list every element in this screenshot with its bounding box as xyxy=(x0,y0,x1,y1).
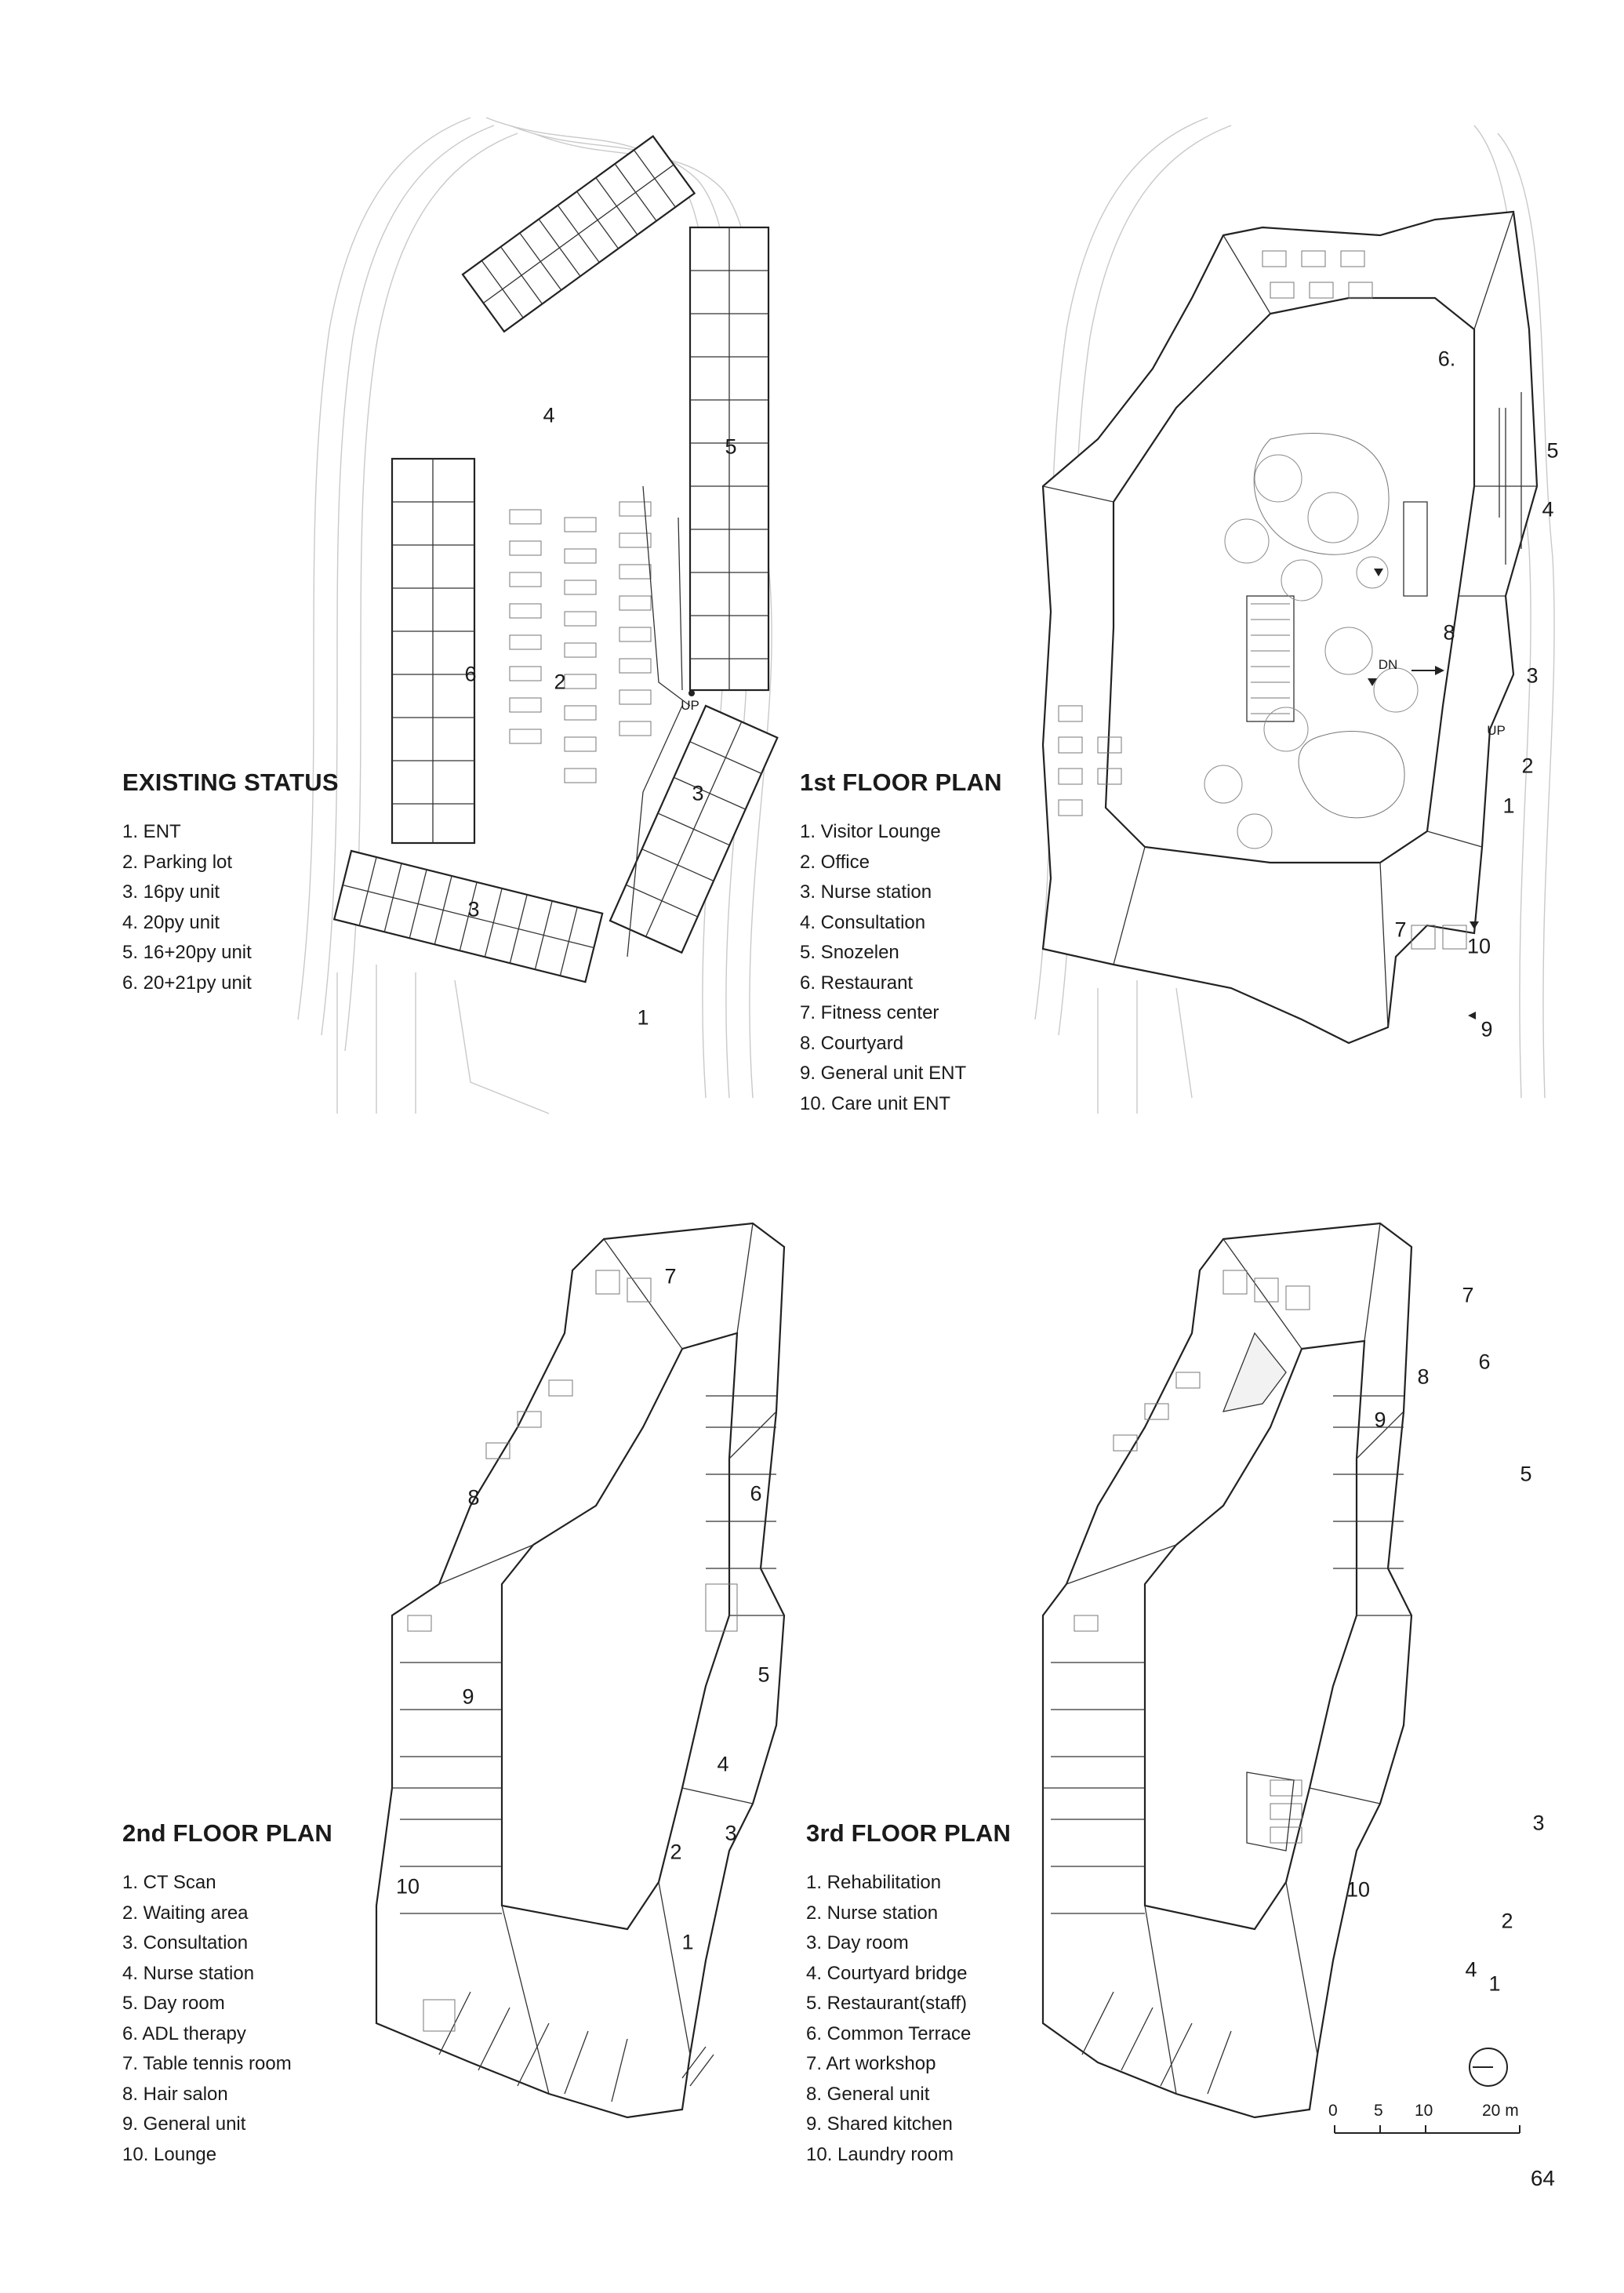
legend-item: 1. ENT xyxy=(122,821,181,842)
callout-6: 6 xyxy=(464,662,477,686)
callout-7: 7 xyxy=(1462,1283,1474,1307)
callout-5: 5 xyxy=(1546,438,1559,463)
parking-lot-stalls xyxy=(510,486,690,783)
legend-item: 2. Waiting area xyxy=(122,1902,249,1924)
legend-item: 5. Snozelen xyxy=(800,942,899,963)
scale-tick-0: 0 xyxy=(1328,2102,1338,2120)
legend-item: 4. 20py unit xyxy=(122,911,220,933)
floor3-title: 3rd FLOOR PLAN xyxy=(806,1819,1012,1847)
scale-bar xyxy=(1325,2102,1529,2141)
existing-wing-6 xyxy=(392,459,477,843)
callout-10: 10 xyxy=(1466,934,1491,958)
legend-item: 6. Restaurant xyxy=(800,972,914,994)
callout-6: 6 xyxy=(750,1481,762,1506)
callout-9: 9 xyxy=(1374,1408,1386,1432)
legend-item: 1. CT Scan xyxy=(122,1872,216,1893)
legend-item: 2. Parking lot xyxy=(122,851,233,873)
existing-wing-4 xyxy=(463,136,695,332)
floor2-panel xyxy=(0,1176,812,2196)
callout-5: 5 xyxy=(725,434,737,459)
floor1-legend xyxy=(800,769,1002,1119)
legend-item: 7. Art workshop xyxy=(806,2053,936,2074)
up-mark: UP xyxy=(681,698,699,713)
legend-item: 4. Consultation xyxy=(800,911,926,933)
floor3-panel xyxy=(784,1176,1624,2196)
scale-tick-20m: 20 m xyxy=(1482,2102,1519,2120)
callout-10: 10 xyxy=(395,1874,420,1899)
existing-status-panel xyxy=(0,0,812,1129)
legend-item: 3. 16py unit xyxy=(122,881,220,903)
callout-9: 9 xyxy=(1480,1017,1493,1041)
callout-2: 2 xyxy=(1501,1909,1513,1933)
callout-3-east: 3 xyxy=(692,781,704,805)
callout-4: 4 xyxy=(1542,497,1554,521)
legend-item: 10. Care unit ENT xyxy=(800,1092,951,1114)
callout-4: 4 xyxy=(717,1752,729,1776)
page-number: 64 xyxy=(1530,2166,1555,2190)
legend-item: 3. Consultation xyxy=(122,1932,249,1953)
existing-legend xyxy=(122,769,339,998)
floor2-legend-list xyxy=(122,1868,332,2170)
callout-1: 1 xyxy=(1502,794,1515,818)
callout-4: 4 xyxy=(1465,1957,1477,1982)
legend-item: 2. Nurse station xyxy=(806,1902,939,1924)
floor2-title: 2nd FLOOR PLAN xyxy=(122,1819,333,1847)
legend-item: 9. General unit xyxy=(122,2113,246,2135)
callout-10: 10 xyxy=(1346,1877,1371,1902)
legend-item: 9. Shared kitchen xyxy=(806,2113,953,2135)
callout-3: 3 xyxy=(725,1821,737,1845)
legend-item: 1. Rehabilitation xyxy=(806,1872,942,1893)
legend-item: 7. Table tennis room xyxy=(122,2053,292,2074)
callout-1: 1 xyxy=(681,1930,694,1954)
callout-4: 4 xyxy=(543,403,555,427)
callout-3: 3 xyxy=(1526,663,1539,688)
callout-1: 1 xyxy=(637,1005,649,1030)
legend-item: 6. ADL therapy xyxy=(122,2022,246,2044)
callout-3: 3 xyxy=(1532,1811,1545,1835)
up-mark: UP xyxy=(1487,723,1506,738)
legend-item: 8. Hair salon xyxy=(122,2083,228,2105)
scale-tick-10: 10 xyxy=(1415,2102,1433,2120)
callout-5: 5 xyxy=(758,1663,770,1687)
legend-item: 1. Visitor Lounge xyxy=(800,821,941,842)
legend-item: 3. Day room xyxy=(806,1932,909,1953)
callout-8: 8 xyxy=(467,1485,480,1510)
callout-6: 6 xyxy=(1478,1350,1491,1374)
callout-8: 8 xyxy=(1417,1365,1430,1389)
callout-5: 5 xyxy=(1520,1462,1532,1486)
callout-8: 8 xyxy=(1443,620,1455,645)
callout-2: 2 xyxy=(554,670,566,694)
legend-item: 8. General unit xyxy=(806,2083,930,2105)
floor1-title: 1st FLOOR PLAN xyxy=(800,769,1002,796)
legend-item: 2. Office xyxy=(800,851,870,873)
floor1-panel xyxy=(784,0,1624,1129)
legend-item: 6. Common Terrace xyxy=(806,2022,972,2044)
legend-item: 5. Day room xyxy=(122,1993,225,2014)
floor1-legend-list xyxy=(800,817,1002,1119)
legend-item: 4. Nurse station xyxy=(122,1962,255,1984)
callout-6: 6. xyxy=(1437,347,1456,371)
legend-item: 10. Lounge xyxy=(122,2143,217,2165)
floor3-legend-list xyxy=(806,1868,1011,2170)
north-arrow-icon xyxy=(1466,2045,1510,2089)
legend-item: 6. 20+21py unit xyxy=(122,972,252,994)
existing-title: EXISTING STATUS xyxy=(122,769,339,796)
legend-item: 10. Laundry room xyxy=(806,2143,954,2165)
callout-2: 2 xyxy=(670,1840,682,1864)
floor2-legend xyxy=(122,1819,332,2170)
callout-2: 2 xyxy=(1521,754,1534,778)
scale-tick-5: 5 xyxy=(1374,2102,1383,2120)
legend-item: 8. Courtyard xyxy=(800,1032,904,1054)
existing-legend-list xyxy=(122,817,339,998)
legend-item: 9. General unit ENT xyxy=(800,1063,967,1084)
callout-9: 9 xyxy=(462,1684,474,1709)
legend-item: 7. Fitness center xyxy=(800,1002,939,1023)
callout-1: 1 xyxy=(1488,1971,1501,1996)
callout-7: 7 xyxy=(664,1264,677,1288)
legend-item: 4. Courtyard bridge xyxy=(806,1962,968,1984)
legend-item: 3. Nurse station xyxy=(800,881,932,903)
dn-mark: DN xyxy=(1378,657,1398,672)
floor3-legend xyxy=(806,1819,1011,2170)
legend-item: 5. 16+20py unit xyxy=(122,942,252,963)
legend-item: 5. Restaurant(staff) xyxy=(806,1993,967,2014)
callout-3-south: 3 xyxy=(467,897,480,921)
callout-7: 7 xyxy=(1394,918,1407,942)
